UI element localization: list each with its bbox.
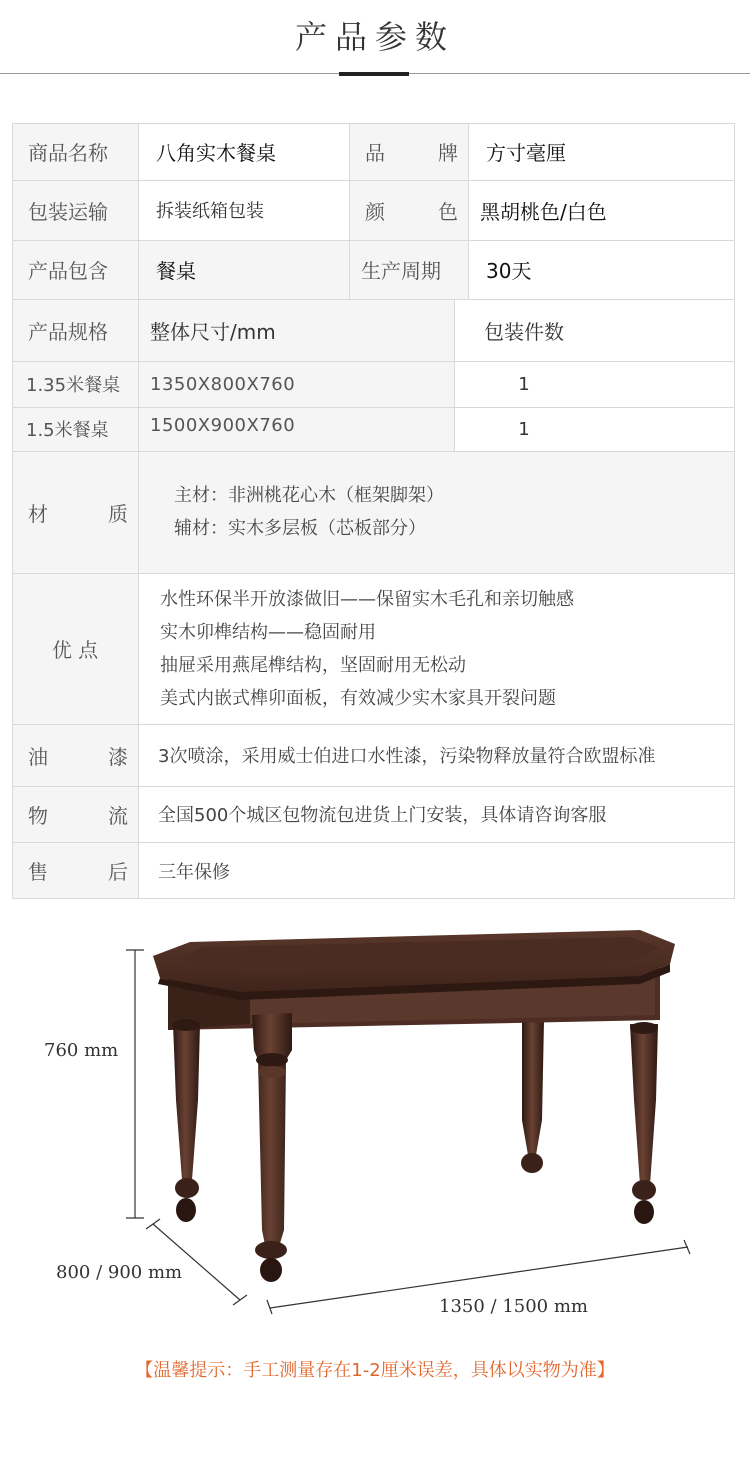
value-after-sale: 三年保修 — [138, 842, 735, 899]
value-production-cycle: 30天 — [468, 240, 735, 299]
spec-table — [12, 123, 735, 899]
grid-line — [12, 407, 735, 408]
label-after-sale — [12, 842, 138, 899]
label-after-sale-b: 后 — [108, 860, 128, 884]
label-includes: 产品包含 — [12, 240, 138, 299]
grid-line — [12, 724, 735, 725]
size-label-15: 1.5米餐桌 — [12, 407, 138, 451]
label-brand-a: 品 — [365, 141, 385, 165]
value-product-name: 八角实木餐桌 — [138, 123, 349, 180]
label-paint-b: 漆 — [108, 744, 128, 769]
label-material — [12, 451, 138, 573]
advantage-item: 实木卯榫结构——稳固耐用 — [160, 621, 376, 643]
value-logistics: 全国500个城区包物流包进货上门安装，具体请咨询客服 — [138, 786, 735, 842]
size-count-135: 1 — [454, 361, 594, 407]
grid-line — [12, 299, 735, 300]
value-brand: 方寸毫厘 — [468, 123, 735, 180]
label-packaging: 包装运输 — [12, 180, 138, 240]
material-values — [138, 451, 735, 573]
label-logistics — [12, 786, 138, 842]
label-color-a: 颜 — [365, 199, 385, 224]
grid-line — [12, 361, 735, 362]
label-logistics-b: 流 — [108, 803, 128, 828]
value-paint: 3次喷涂，采用威士伯进口水性漆，污染物释放量符合欧盟标准 — [138, 724, 735, 786]
height-label: 760 mm — [44, 1040, 119, 1061]
label-material-a: 材 — [28, 501, 48, 526]
value-includes: 餐桌 — [138, 240, 349, 299]
label-paint-a: 油 — [28, 744, 48, 769]
measurement-note: 【温馨提示：手工测量存在1-2厘米误差，具体以实物为准】 — [135, 1360, 615, 1381]
label-material-b: 质 — [108, 501, 128, 526]
grid-line — [12, 786, 735, 787]
size-dim-15: 1500X900X760 — [138, 407, 454, 451]
advantage-item: 水性环保半开放漆做旧——保留实木毛孔和亲切触感 — [160, 588, 574, 610]
grid-line — [12, 451, 735, 452]
advantage-list — [138, 573, 735, 724]
grid-line — [12, 842, 735, 843]
material-main: 主材：非洲桃花心木（框架脚架） — [174, 485, 444, 506]
grid-line — [12, 123, 13, 899]
count-header: 包装件数 — [454, 299, 735, 361]
width-label: 1350 / 1500 mm — [439, 1296, 588, 1317]
grid-line — [468, 123, 469, 299]
material-aux: 辅材：实木多层板（芯板部分） — [174, 518, 426, 539]
depth-label: 800 / 900 mm — [56, 1262, 183, 1283]
grid-line — [12, 123, 735, 124]
label-paint — [12, 724, 138, 786]
dining-table-image — [153, 930, 675, 1282]
value-color: 黑胡桃色/白色 — [468, 180, 735, 240]
advantage-item: 美式内嵌式榫卯面板，有效减少实木家具开裂问题 — [160, 687, 556, 709]
size-count-15: 1 — [454, 407, 594, 451]
label-color-b: 色 — [438, 199, 458, 224]
label-production-cycle: 生产周期 — [349, 240, 468, 299]
label-brand-b: 牌 — [438, 141, 458, 165]
label-after-sale-a: 售 — [28, 860, 48, 884]
value-packaging: 拆装纸箱包装 — [138, 180, 349, 240]
page-title: 产品参数 — [294, 18, 455, 56]
title-accent-bar — [339, 72, 409, 76]
grid-line — [12, 573, 735, 574]
size-dim-135: 1350X800X760 — [138, 361, 454, 407]
label-brand — [349, 123, 468, 180]
grid-line — [454, 299, 455, 451]
label-spec: 产品规格 — [12, 299, 138, 361]
grid-line — [349, 123, 350, 299]
grid-line — [138, 123, 139, 899]
grid-line — [12, 898, 735, 899]
label-color — [349, 180, 468, 240]
label-advantages: 优 点 — [12, 573, 138, 724]
grid-line — [12, 240, 735, 241]
size-label-135: 1.35米餐桌 — [12, 361, 138, 407]
advantage-item: 抽屉采用燕尾榫结构，坚固耐用无松动 — [160, 654, 466, 676]
grid-line — [734, 123, 735, 899]
label-logistics-a: 物 — [28, 803, 48, 828]
size-header: 整体尺寸/mm — [138, 299, 454, 361]
grid-line — [12, 180, 735, 181]
label-product-name: 商品名称 — [12, 123, 138, 180]
